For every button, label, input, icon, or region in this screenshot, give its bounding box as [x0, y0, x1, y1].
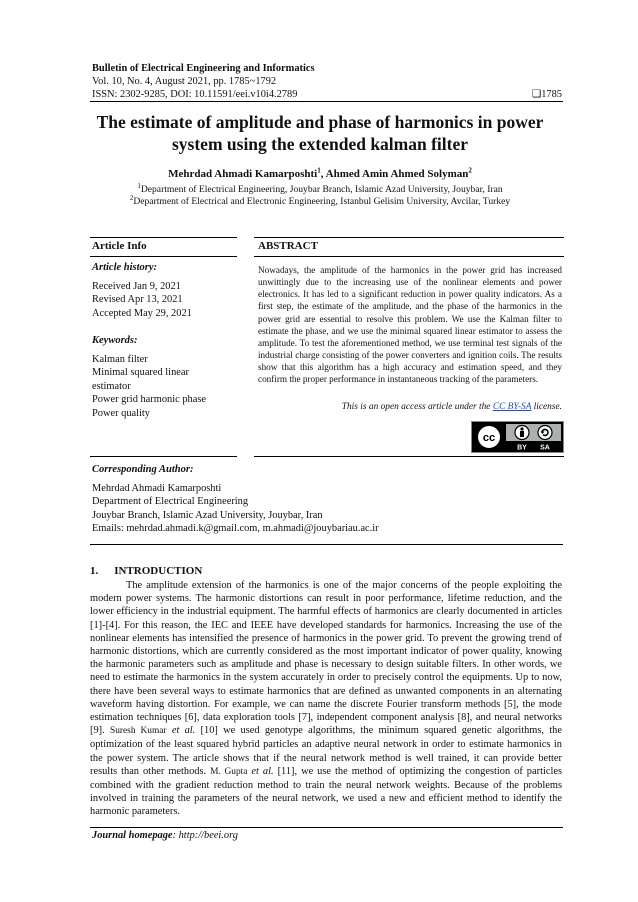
abstract-bottom-rule — [254, 456, 564, 457]
history-block — [92, 280, 192, 320]
info-sub-rule — [90, 256, 237, 257]
journal-homepage — [92, 830, 238, 841]
license-line — [258, 402, 562, 412]
citation-author-2: M. Gupta — [210, 766, 248, 777]
corresponding-label: Corresponding Author: — [92, 464, 194, 475]
author-2-sup: 2 — [468, 166, 472, 175]
intro-paragraph — [90, 579, 562, 819]
citation-etal-2: et al. — [247, 765, 274, 777]
keywords-label: Keywords: — [92, 335, 138, 346]
abstract-sub-rule — [254, 256, 564, 257]
homepage-sep: : — [172, 830, 179, 841]
paper-title — [70, 111, 570, 155]
info-top-rule — [90, 237, 237, 238]
citation-author-1: Suresh Kumar — [109, 726, 167, 737]
abstract-heading: ABSTRACT — [258, 240, 318, 252]
affiliation-2-sup: 2 — [129, 193, 134, 202]
title-line-1: The estimate of amplitude and phase of harmonics in power — [96, 112, 544, 132]
homepage-url[interactable]: http://beei.org — [178, 830, 238, 841]
keyword-item: estimator — [92, 380, 131, 392]
keyword-item: Minimal squared linear — [92, 367, 189, 379]
article-info-heading: Article Info — [92, 240, 147, 252]
received-date: Received Jan 9, 2021 — [92, 281, 181, 292]
affiliation-1 — [60, 181, 580, 196]
page-number: ❏1785 — [531, 89, 562, 100]
journal-name: Bulletin of Electrical Engineering and Informatics — [92, 63, 315, 74]
intro-heading-text: INTRODUCTION — [114, 565, 203, 577]
homepage-label: Journal homepage — [92, 830, 173, 841]
corresponding-emails: Emails: mehrdad.ahmadi.k@gmail.com, m.ahmadi@jouybariau.ac.ir — [92, 523, 379, 535]
cc-icon — [477, 425, 501, 449]
title-line-2: system using the extended kalman filter — [171, 134, 469, 154]
keyword-item: Power grid harmonic phase — [92, 394, 206, 406]
author-1: Mehrdad Ahmadi Kamarposhti — [168, 168, 318, 180]
header-rule — [90, 101, 563, 102]
accepted-date: Accepted May 29, 2021 — [92, 307, 192, 319]
issn-line: ISSN: 2302-9285, DOI: 10.11591/eei.v10i4.2789 — [92, 89, 298, 100]
license-suffix: license. — [531, 402, 562, 412]
sa-circle-icon — [538, 426, 552, 440]
cc-by-sa-badge[interactable] — [471, 421, 564, 453]
revised-date: Revised Apr 13, 2021 — [92, 294, 183, 306]
affiliation-1-text: Department of Electrical Engineering, Jouybar Branch, Islamic Azad University, Jouybar, Iran — [140, 184, 503, 195]
license-prefix: This is an open access article under the — [341, 402, 493, 412]
author-separator: , — [320, 168, 326, 180]
cc-badge-cc-text: cc — [482, 432, 496, 444]
cc-badge-by-text: BY — [517, 444, 527, 452]
intro-heading — [90, 565, 202, 577]
by-person-icon — [515, 426, 529, 440]
abstract-top-rule — [254, 237, 564, 238]
corresponding-dept: Department of Electrical Engineering — [92, 496, 249, 508]
author-list — [60, 168, 580, 180]
keyword-item: Power quality — [92, 407, 151, 419]
intro-text-b: [10] we used genotype algorithms, the minimum squared genetic algorithms, the optimization of the least squared hybrid particles an adaptive neural network in order to estimate harmonics in the power system. The article shows that if the neural network method is well trained, it can provide better results than other methods. — [90, 725, 562, 777]
footer-rule — [90, 827, 563, 828]
info-bottom-rule — [90, 456, 237, 457]
affiliation-2-text: Department of Electrical and Electronic Engineering, Istanbul Gelisim University, Avcilar, Turkey — [133, 196, 511, 207]
corresponding-name: Mehrdad Ahmadi Kamarposhti — [92, 483, 222, 494]
volume-line: Vol. 10, No. 4, August 2021, pp. 1785~1792 — [92, 76, 277, 87]
corresponding-block — [92, 482, 379, 536]
cc-badge-sa-text: SA — [540, 444, 550, 452]
author-2: Ahmed Amin Ahmed Solyman — [325, 168, 469, 180]
history-label: Article history: — [92, 262, 158, 273]
citation-etal-1: et al. — [166, 725, 196, 737]
intro-heading-number: 1. — [90, 565, 99, 577]
cc-by-sa-link[interactable]: CC BY-SA — [492, 402, 532, 412]
cc-badge-graphic — [472, 422, 563, 452]
author-1-sup: 1 — [317, 166, 321, 175]
keyword-item: Kalman filter — [92, 354, 148, 365]
intro-text-c: [11], we use the method of optimizing the congestion of particles combined with the gradient reduction method to train the neural network weights. Because of the problems involved in training the parameters of the neural network, we used a new and efficient method to identify the harmonic parameters. — [90, 765, 562, 818]
corresponding-rule — [90, 544, 563, 545]
corresponding-branch: Jouybar Branch, Islamic Azad University, Jouybar, Iran — [92, 509, 323, 521]
affiliation-1-sup: 1 — [137, 181, 141, 190]
affiliation-2 — [60, 193, 580, 208]
abstract-text: Nowadays, the amplitude of the harmonics in the power grid has increased unwittingly due to the increasing use of the nonlinear elements and power electronics. It has led to a significant reduction in power quality indicators. As a first step, the estimate of the amplitude, and the phase of the harmonics in the power grid are essential to resolve this problem. We use the Kalman filter to estimate the phase, and we use the minimal squared linear estimator to assess the amplitude. To test the aforementioned method, we use terminal test signals of the industrial charge consisting of the power converters and ignition coils. The results show that this algorithm has a high accuracy and estimation speed, and they confirm the proper performance in instantaneous tracking of the parameters. — [258, 265, 562, 385]
intro-text-a: The amplitude extension of the harmonics is one of the major concerns of the people exploiting the modern power systems. The harmonic distortions can result in poor performance, lifetime reduction, and the lower efficiency in the industrial equipment. The harmful effects of harmonics are clearly documented in articles [1]-[4]. For this reason, the IEC and IEEE have developed standards for harmonics. Increasing the use of the nonlinear elements has intensified the presence of harmonics in the power grid. To prevent the growing trend of harmonic distortions, which are currently considered as the most important indicator of power quality, knowing the harmonic parameters such as amplitude and phase is necessary to design suitable filters. In other words, we need to estimate the harmonics in the system accurately in order to precisely control the equipments. Up to now, there have been several ways to estimate harmonics that are defined as unwanted components in an alternating waveform having distortion. For example, we can name the discrete Fourier transform methods [5], the mode estimation techniques [6], data exploration tools [7], independent component analysis [8], and neural networks [9]. — [90, 580, 562, 737]
keywords-list — [92, 353, 206, 420]
